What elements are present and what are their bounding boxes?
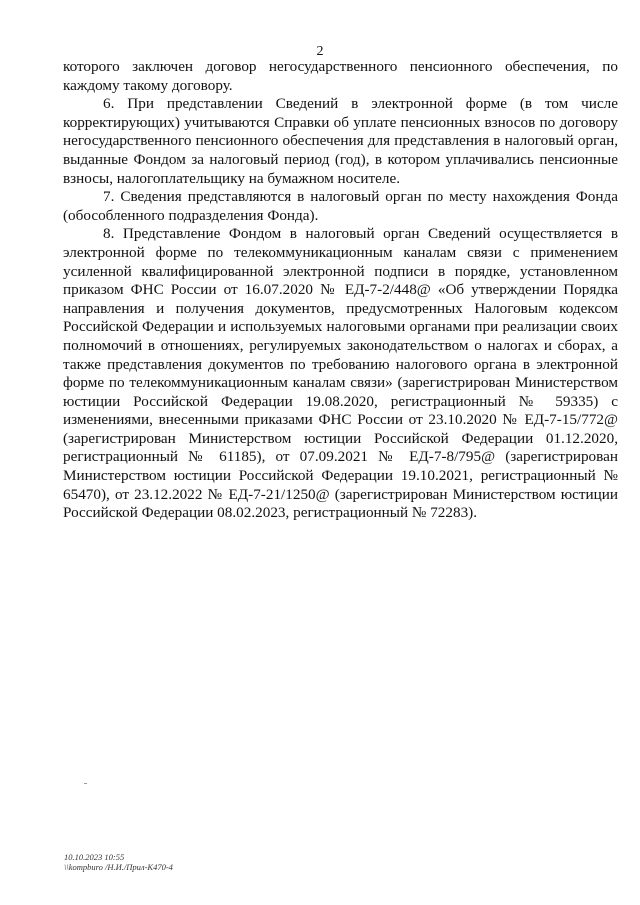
- document-body: [63, 58, 618, 523]
- page-number: 2: [316, 44, 324, 59]
- footer-file-path: \\kompburo /Н.И./Прил-К470-4: [64, 862, 173, 872]
- paragraph-continuation: которого заключен договор негосударственного пенсионного обеспечения, по каждому такому договору.: [63, 58, 618, 94]
- paragraph-6: 6. При представлении Сведений в электронной форме (в том числе корректирующих) учитываются Справки об уплате пенсионных взносов по договору негосударственного пенсионного обеспечения для представления в налоговый орган, выданные Фондом за налоговый период (год), в котором уплачивались пенсионные взносы, налогоплательщику на бумажном носителе.: [63, 95, 618, 187]
- paragraph-7: 7. Сведения представляются в налоговый орган по месту нахождения Фонда (обособленного подразделения Фонда).: [63, 188, 618, 224]
- document-footer: [64, 852, 173, 872]
- footer-timestamp: 10.10.2023 10:55: [64, 852, 125, 862]
- paragraph-8: 8. Представление Фондом в налоговый орган Сведений осуществляется в электронной форме по телекоммуникационным каналам связи с применением усиленной квалифицированной электронной подписи в порядке, установленном приказом ФНС России от 16.07.2020 № ЕД-7-2/448@ «Об утверждении Порядка направления и получения документов, предусмотренных Налоговым кодексом Российской Федерации и используемых налоговыми органами при реализации своих полномочий в отношениях, регулируемых законодательством о налогах и сборах, а также представления документов по требованию налогового органа в электронной форме по телекоммуникационным каналам связи» (зарегистрирован Министерством юстиции Российской Федерации 19.08.2020, регистрационный № 59335) с изменениями, внесенными приказами ФНС России от 23.10.2020 № ЕД-7-15/772@ (зарегистрирован Министерством юстиции Российской Федерации 01.12.2020, регистрационный № 61185), от 07.09.2021 № ЕД-7-8/795@ (зарегистрирован Министерством юстиции Российской Федерации 19.10.2021, регистрационный № 65470), от 23.12.2022 № ЕД-7-21/1250@ (зарегистрирован Министерством юстиции Российской Федерации 08.02.2023, регистрационный № 72283).: [63, 225, 618, 522]
- scan-speck: [84, 783, 87, 784]
